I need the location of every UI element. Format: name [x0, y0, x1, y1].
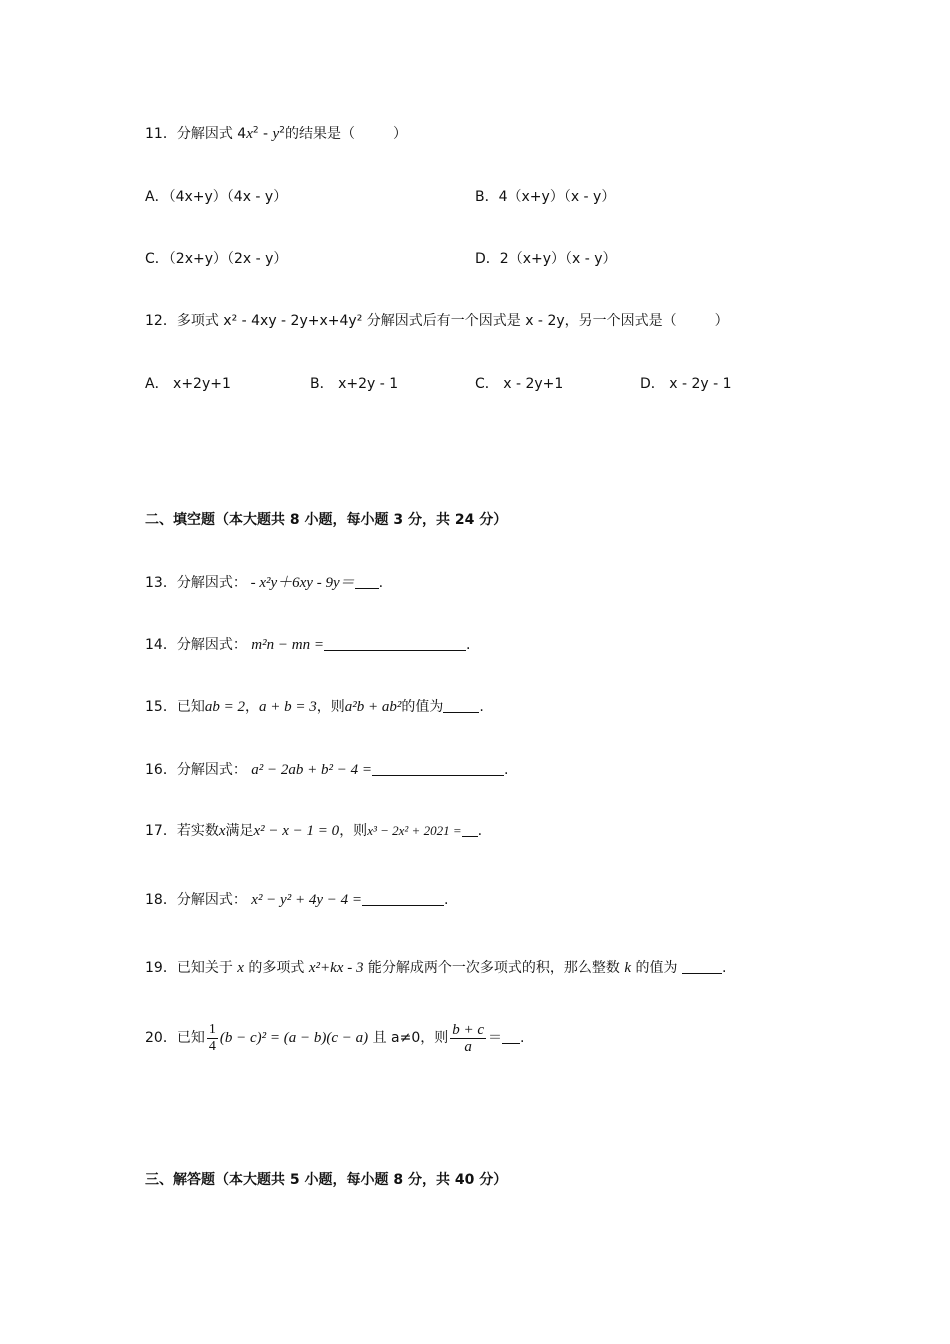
section-solve-title: 三、解答题（本大题共 5 小题，每小题 8 分，共 40 分）	[145, 1172, 508, 1188]
answer-blank[interactable]	[502, 1029, 520, 1044]
question-14: 14．分解因式： m²n − mn = .	[145, 637, 471, 653]
question-15: 15．已知ab = 2，a + b = 3，则a²b + ab²的值为 .	[145, 699, 484, 715]
q11-option-b[interactable]: B．4（x+y）（x - y）	[475, 189, 616, 205]
question-17: 17．若实数x满足x² − x − 1 = 0，则x³ − 2x² + 2021 = .	[145, 823, 483, 839]
q12-option-a[interactable]: A． x+2y+1	[145, 376, 231, 392]
q11-option-a[interactable]: A．（4x+y）（4x - y）	[145, 189, 288, 205]
section-fill-in-title: 二、填空题（本大题共 8 小题，每小题 3 分，共 24 分）	[145, 512, 508, 528]
answer-blank[interactable]	[355, 574, 379, 589]
q11-option-c[interactable]: C．（2x+y）（2x - y）	[145, 251, 288, 267]
question-11: 11．分解因式 $4x^2 - y^2$的结果是（ ）	[145, 125, 407, 142]
answer-blank[interactable]	[443, 698, 479, 713]
answer-blank[interactable]	[324, 636, 466, 651]
fraction-b-plus-c-over-a: $\frac{b + c}{a}$	[452, 1021, 485, 1055]
q11-option-d[interactable]: D．2（x+y）（x - y）	[475, 251, 617, 267]
fraction-one-quarter: $\frac{1}{4}$	[208, 1021, 216, 1054]
question-20: 20．已知 $\frac{1}{4}$ (b − c)² = (a − b)(c − a) 且 a≠0，则 $\frac{b + c}{a}$ ＝ .	[145, 1021, 525, 1055]
answer-blank[interactable]	[682, 959, 722, 974]
question-number: 11．	[145, 126, 177, 142]
question-16: 16．分解因式： a² − 2ab + b² − 4 = .	[145, 762, 509, 778]
question-18: 18．分解因式： x² − y² + 4y − 4 = .	[145, 892, 449, 908]
q12-option-d[interactable]: D． x - 2y - 1	[640, 376, 732, 392]
answer-blank[interactable]	[372, 761, 504, 776]
answer-blank[interactable]	[362, 891, 444, 906]
question-12: 12．多项式 x² - 4xy - 2y+x+4y² 分解因式后有一个因式是 x - 2y，另一个因式是（ ）	[145, 313, 729, 329]
answer-blank[interactable]	[462, 822, 478, 837]
question-13: 13．分解因式： - x²y＋6xy - 9y＝ .	[145, 575, 384, 591]
question-19: 19．已知关于 x 的多项式 x²+kx - 3 能分解成两个一次多项式的积，那么整数 k 的值为 .	[145, 960, 727, 976]
q12-option-b[interactable]: B． x+2y - 1	[310, 376, 399, 392]
q12-option-c[interactable]: C． x - 2y+1	[475, 376, 564, 392]
question-number: 12．	[145, 313, 177, 329]
